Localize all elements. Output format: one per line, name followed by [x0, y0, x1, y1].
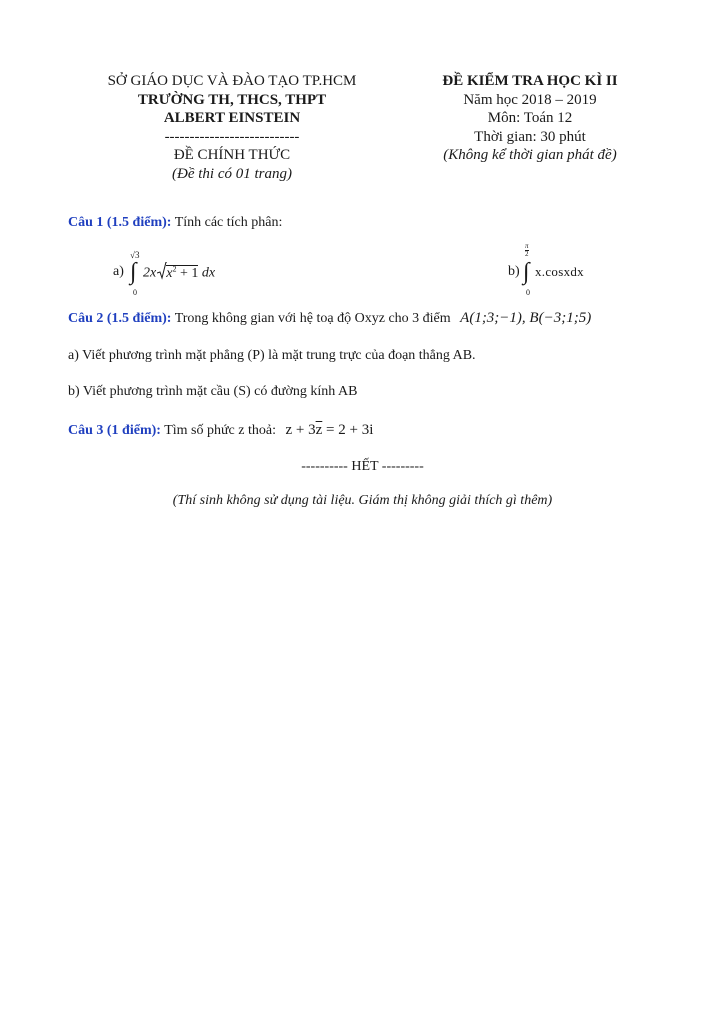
radicand-exp: 2: [172, 264, 177, 273]
q3-eq-right: = 2 + 3i: [322, 422, 374, 438]
q1a-upper: √3: [130, 250, 140, 260]
q3-eq-left: z + 3: [285, 422, 316, 438]
q1a-dx: dx: [198, 265, 216, 281]
q2b-text: b) Viết phương trình mặt cầu (S) có đường kính AB: [68, 384, 358, 399]
integral-sign-icon: ∫: [523, 259, 530, 285]
q1a-label: a): [113, 264, 124, 279]
school-year: Năm học 2018 – 2019: [463, 91, 597, 108]
q1b-integrand: x.cosxdx: [535, 264, 584, 279]
q1b-upper-den: 2: [525, 250, 529, 258]
radicand: [166, 265, 198, 281]
page-count: (Đề thi có 01 trang): [172, 165, 292, 182]
q1a-coef: 2x: [143, 265, 157, 281]
exam-title: ĐỀ KIỂM TRA HỌC KÌ II: [442, 73, 618, 89]
q2-points: A(1;3;−1), B(−3;1;5): [460, 310, 592, 326]
school-name-2: ALBERT EINSTEIN: [163, 110, 301, 126]
header-right: [410, 72, 650, 165]
sqrt-expression: [157, 264, 198, 282]
integral-sign-icon: ∫: [130, 259, 137, 285]
radicand-var: x: [166, 265, 173, 281]
subject: Môn: Toán 12: [487, 110, 573, 126]
q1b-upper: [525, 243, 529, 258]
q1-heading: [68, 215, 282, 231]
radicand-const: + 1: [176, 265, 199, 281]
sqrt-icon: [157, 262, 167, 280]
duration: Thời gian: 30 phút: [474, 128, 586, 145]
q2-heading: [68, 310, 591, 327]
duration-note: (Không kể thời gian phát đề): [443, 147, 617, 163]
end-marker: ---------- HẾT ---------: [301, 459, 424, 474]
q1-text: Tính các tích phân:: [174, 215, 283, 230]
official-label: ĐỀ CHÍNH THỨC: [173, 147, 291, 163]
q1a-integrand: [143, 264, 215, 282]
school-name-1: TRƯỜNG TH, THCS, THPT: [137, 91, 327, 108]
q1-label: Câu 1 (1.5 điểm):: [68, 215, 172, 230]
q1b-upper-num: π: [525, 242, 529, 250]
q1a-lower: 0: [133, 288, 137, 297]
q1b-label: b): [508, 264, 520, 279]
footer-note: (Thí sinh không sử dụng tài liệu. Giám thị không giải thích gì thêm): [172, 493, 553, 508]
q2-label: Câu 2 (1.5 điểm):: [68, 311, 172, 326]
q3-label: Câu 3 (1 điểm):: [68, 423, 161, 438]
q3-heading: [68, 422, 373, 439]
q3-text: Tìm số phức z thoả:: [164, 423, 276, 438]
dept-name: SỞ GIÁO DỤC VÀ ĐÀO TẠO TP.HCM: [107, 73, 357, 89]
header-left: [82, 72, 382, 183]
header-divider: ---------------------------: [164, 128, 300, 145]
q2-text: Trong không gian với hệ toạ độ Oxyz cho 3 điểm: [174, 311, 451, 326]
q1b-lower: 0: [526, 288, 530, 297]
q3-eq-conjugate: $\overline{z}$: [315, 422, 323, 438]
q3-equation: [285, 422, 373, 438]
q2a-text: a) Viết phương trình mặt phẳng (P) là mặt trung trực của đoạn thẳng AB.: [68, 348, 476, 363]
